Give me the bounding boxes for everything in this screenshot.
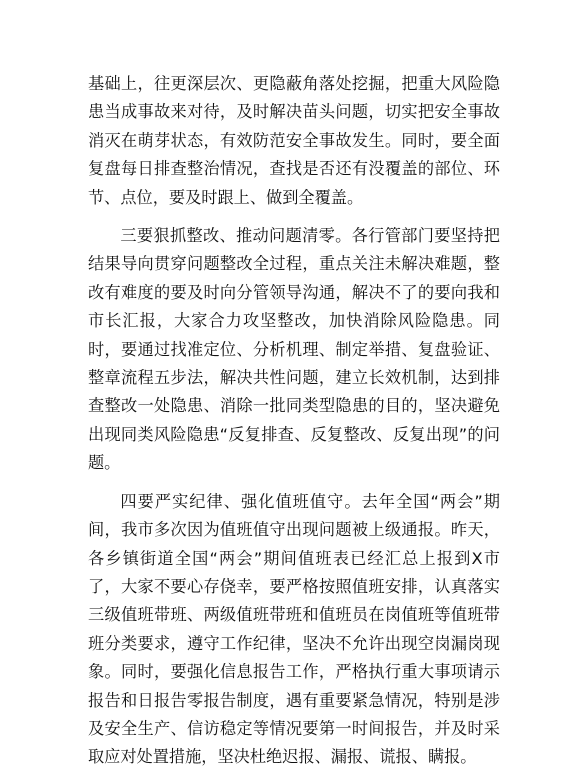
- document-body: [88, 70, 500, 782]
- paragraph-continuation: 基础上，往更深层次、更隐蔽角落处挖掘，把重大风险隐患当成事故来对待，及时解决苗头问题，切实把安全事故消灭在萌芽状态，有效防范安全事故发生。同时，要全面复盘每日排查整治情况，查找是否还有没覆盖的部位、环节、点位，要及时跟上、做到全覆盖。: [88, 74, 500, 207]
- paragraph-discipline: 四要严实纪律、强化值班值守。去年全国“两会”期间，我市多次因为值班值守出现问题被上级通报。昨天，各乡镇街道全国“两会”期间值班表已经汇总上报到X市了，大家不要心存侥幸，要严格按照值班安排，认真落实三级值班带班、两级值班带班和值班员在岗值班等值班带班分类要求，遵守工作纪律，坚决不允许出现空岗漏岗现象。同时，要强化信息报告工作，严格执行重大事项请示报告和日报告零报告制度，遇有重要紧急情况，特别是涉及安全生产、信访稳定等情况要第一时间报告，并及时采取应对处置措施，坚决杜绝迟报、漏报、谎报、瞒报。: [88, 491, 500, 767]
- paragraph-rectification: 三要狠抓整改、推动问题清零。各行管部门要坚持把结果导向贯穿问题整改全过程，重点关注未解决难题，整改有难度的要及时向分管领导沟通，解决不了的要向我和市长汇报，大家合力攻坚整改，加快消除风险隐患。同时，要通过找准定位、分析机理、制定举措、复盘验证、整章流程五步法，解决共性问题，建立长效机制，达到排查整改一处隐患、消除一批同类型隐患的目的，坚决避免出现同类风险隐患“反复排查、反复整改、反复出现”的问题。: [88, 226, 500, 473]
